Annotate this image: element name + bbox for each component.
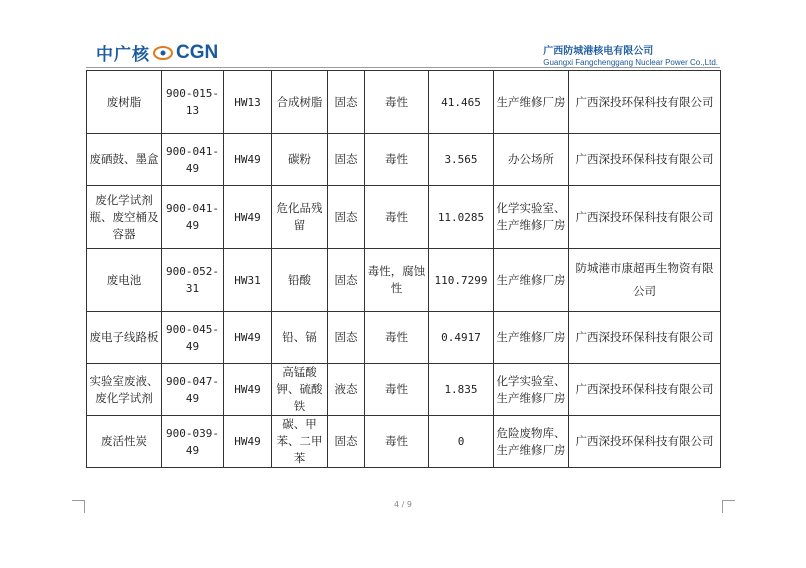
- hw-category-cell: HW49: [224, 416, 272, 468]
- physical-state-cell: 固态: [328, 134, 365, 186]
- page-number: 4 / 9: [394, 500, 412, 509]
- company-name-cn: 广西防城港核电有限公司: [543, 46, 654, 57]
- waste-code-cell: 900-041-49: [162, 186, 224, 249]
- hazard-property-cell: 毒性: [365, 71, 429, 134]
- component-cell: 高锰酸钾、硫酸铁: [272, 364, 328, 416]
- waste-code-cell: 900-052-31: [162, 249, 224, 312]
- physical-state-cell: 固态: [328, 312, 365, 364]
- waste-code-cell: 900-045-49: [162, 312, 224, 364]
- physical-state-cell: 固态: [328, 186, 365, 249]
- hazard-property-cell: 毒性: [365, 312, 429, 364]
- hw-category-cell: HW49: [224, 364, 272, 416]
- table-row: [87, 364, 721, 416]
- quantity-cell: 110.7299: [429, 249, 494, 312]
- cgn-logo: [96, 40, 218, 65]
- hw-category-cell: HW49: [224, 186, 272, 249]
- table-row: [87, 71, 721, 134]
- waste-name-cell: 废化学试剂瓶、废空桶及容器: [87, 186, 162, 249]
- disposal-company-cell: 广西深投环保科技有限公司: [569, 416, 721, 468]
- source-location-cell: 化学实验室、生产维修厂房: [494, 364, 569, 416]
- hw-category-cell: HW13: [224, 71, 272, 134]
- quantity-cell: 0: [429, 416, 494, 468]
- waste-code-cell: 900-047-49: [162, 364, 224, 416]
- disposal-company-cell: 广西深投环保科技有限公司: [569, 312, 721, 364]
- hazard-property-cell: 毒性: [365, 364, 429, 416]
- hazard-property-cell: 毒性: [365, 186, 429, 249]
- disposal-company-cell: 广西深投环保科技有限公司: [569, 364, 721, 416]
- waste-name-cell: 废电子线路板: [87, 312, 162, 364]
- waste-code-cell: 900-015-13: [162, 71, 224, 134]
- quantity-cell: 3.565: [429, 134, 494, 186]
- quantity-cell: 1.835: [429, 364, 494, 416]
- hazard-property-cell: 毒性，腐蚀性: [365, 249, 429, 312]
- company-header: [543, 42, 718, 67]
- component-cell: 碳、甲苯、二甲苯: [272, 416, 328, 468]
- disposal-company-cell: 防城港市康超再生物资有限公司: [569, 249, 721, 312]
- component-cell: 铅、镉: [272, 312, 328, 364]
- source-location-cell: 生产维修厂房: [494, 249, 569, 312]
- disposal-company-cell: 广西深投环保科技有限公司: [569, 134, 721, 186]
- quantity-cell: 11.0285: [429, 186, 494, 249]
- hw-category-cell: HW49: [224, 312, 272, 364]
- table-row: [87, 312, 721, 364]
- waste-name-cell: 实验室废液、废化学试剂: [87, 364, 162, 416]
- table-row: [87, 249, 721, 312]
- component-cell: 危化品残留: [272, 186, 328, 249]
- waste-code-cell: 900-041-49: [162, 134, 224, 186]
- logo-cn-text: 中广核: [96, 45, 150, 65]
- table-row: [87, 134, 721, 186]
- source-location-cell: 危险废物库、生产维修厂房: [494, 416, 569, 468]
- hazardous-waste-table: [86, 70, 721, 468]
- logo-en-text: CGN: [176, 41, 219, 63]
- source-location-cell: 生产维修厂房: [494, 71, 569, 134]
- table-row: [87, 186, 721, 249]
- physical-state-cell: 固态: [328, 249, 365, 312]
- waste-name-cell: 废电池: [87, 249, 162, 312]
- waste-name-cell: 废树脂: [87, 71, 162, 134]
- physical-state-cell: 固态: [328, 416, 365, 468]
- disposal-company-cell: 广西深投环保科技有限公司: [569, 186, 721, 249]
- physical-state-cell: 液态: [328, 364, 365, 416]
- source-location-cell: 办公场所: [494, 134, 569, 186]
- waste-code-cell: 900-039-49: [162, 416, 224, 468]
- table-row: [87, 416, 721, 468]
- hazard-property-cell: 毒性: [365, 134, 429, 186]
- hw-category-cell: HW49: [224, 134, 272, 186]
- waste-name-cell: 废活性炭: [87, 416, 162, 468]
- component-cell: 铅酸: [272, 249, 328, 312]
- source-location-cell: 化学实验室、生产维修厂房: [494, 186, 569, 249]
- hw-category-cell: HW31: [224, 249, 272, 312]
- quantity-cell: 0.4917: [429, 312, 494, 364]
- disposal-company-cell: 广西深投环保科技有限公司: [569, 71, 721, 134]
- physical-state-cell: 固态: [328, 71, 365, 134]
- hazard-property-cell: 毒性: [365, 416, 429, 468]
- company-name-en: Guangxi Fangchenggang Nuclear Power Co.,Ltd.: [543, 58, 718, 67]
- cgn-atom-icon: [152, 44, 174, 62]
- source-location-cell: 生产维修厂房: [494, 312, 569, 364]
- waste-name-cell: 废硒鼓、墨盒: [87, 134, 162, 186]
- component-cell: 碳粉: [272, 134, 328, 186]
- header-divider: [86, 67, 720, 68]
- component-cell: 合成树脂: [272, 71, 328, 134]
- quantity-cell: 41.465: [429, 71, 494, 134]
